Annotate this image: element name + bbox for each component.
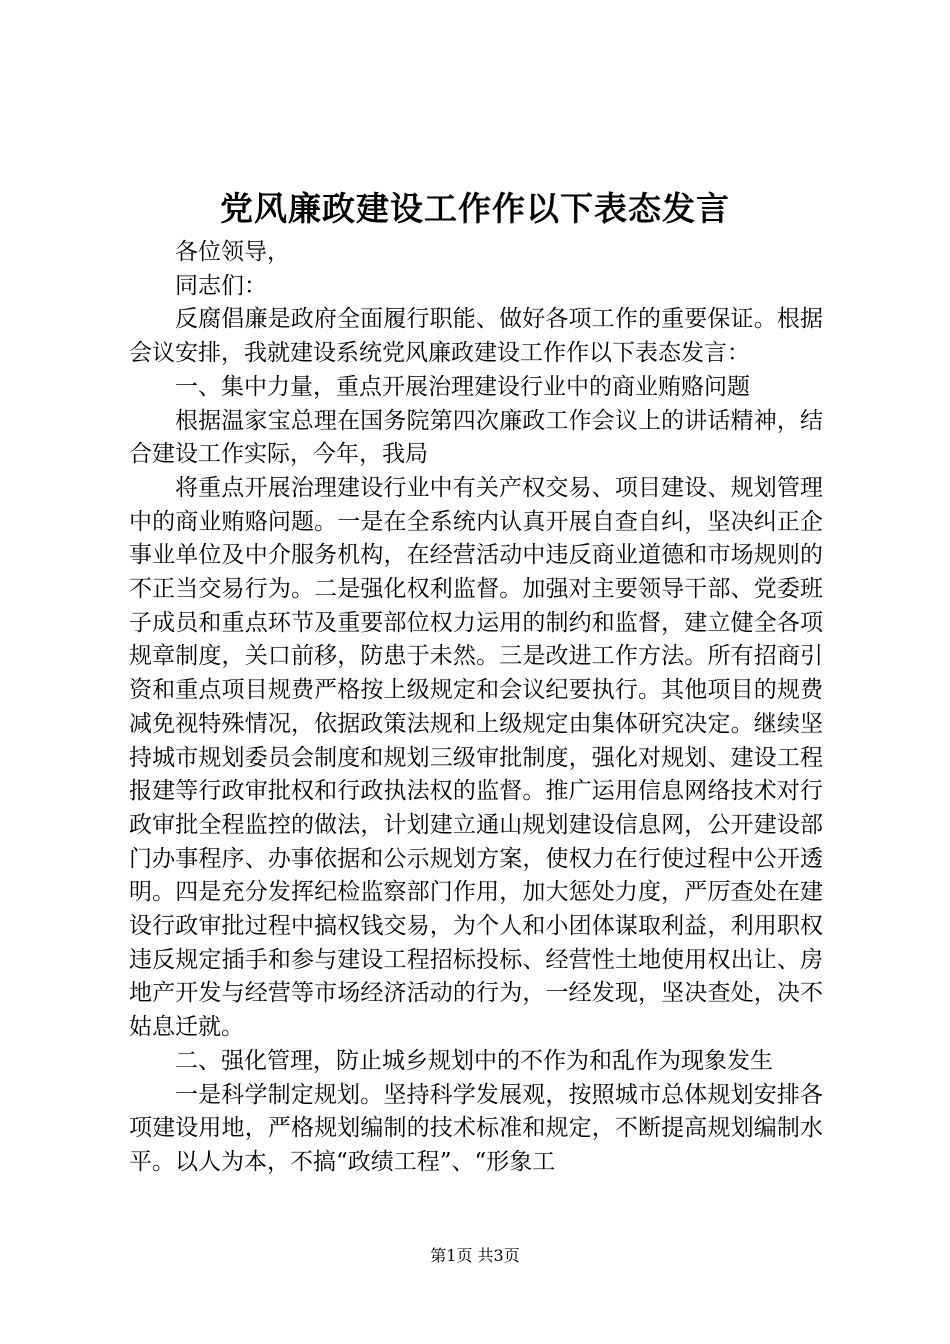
intro-paragraph: 反腐倡廉是政府全面履行职能、做好各项工作的重要保证。根据会议安排，我就建设系统党风廉政建设工作作以下表态发言：: [129, 306, 823, 367]
section-1-paragraph-1: 根据温家宝总理在国务院第四次廉政工作会议上的讲话精神，结合建设工作实际，今年，我局: [129, 407, 823, 468]
document-body: [129, 236, 823, 1180]
section-heading-1: 一、集中力量，重点开展治理建设行业中的商业贿赂问题: [175, 373, 750, 400]
section-heading-2: 二、强化管理，防止城乡规划中的不作为和乱作为现象发生: [175, 1047, 773, 1074]
salutation-comrades: 同志们：: [175, 272, 267, 299]
page-number-footer: 第1页 共3页: [430, 1246, 520, 1265]
salutation-leaders: 各位领导，: [175, 239, 290, 265]
section-2-paragraph-1: 一是科学制定规划。坚持科学发展观，按照城市总体规划安排各项建设用地，严格规划编制的技术标准和规定，不断提高规划编制水平。以人为本，不搞“政绩工程”、“形象工: [129, 1081, 823, 1175]
document-title: 党风廉政建设工作作以下表态发言: [220, 189, 730, 228]
section-1-paragraph-2: 将重点开展治理建设行业中有关产权交易、项目建设、规划管理中的商业贿赂问题。一是在全系统内认真开展自查自纠，坚决纠正企事业单位及中介服务机构，在经营活动中违反商业道德和市场规则的不正当交易行为。二是强化权利监督。加强对主要领导干部、党委班子成员和重点环节及重要部位权力运用的制约和监督，建立健全各项规章制度，关口前移，防患于未然。三是改进工作方法。所有招商引资和重点项目规费严格按上级规定和会议纪要执行。其他项目的规费减免视特殊情况，依据政策法规和上级规定由集体研究决定。继续坚持城市规划委员会制度和规划三级审批制度，强化对规划、建设工程报建等行政审批权和行政执法权的监督。推广运用信息网络技术对行政审批全程监控的做法，计划建立通山规划建设信息网，公开建设部门办事程序、办事依据和公示规划方案，使权力在行使过程中公开透明。四是充分发挥纪检监察部门作用，加大惩处力度，严厉查处在建设行政审批过程中搞权钱交易，为个人和小团体谋取利益，利用职权违反规定插手和参与建设工程招标投标、经营性土地使用权出让、房地产开发与经营等市场经济活动的行为，一经发现，坚决查处，决不姑息迁就。: [129, 474, 823, 1041]
